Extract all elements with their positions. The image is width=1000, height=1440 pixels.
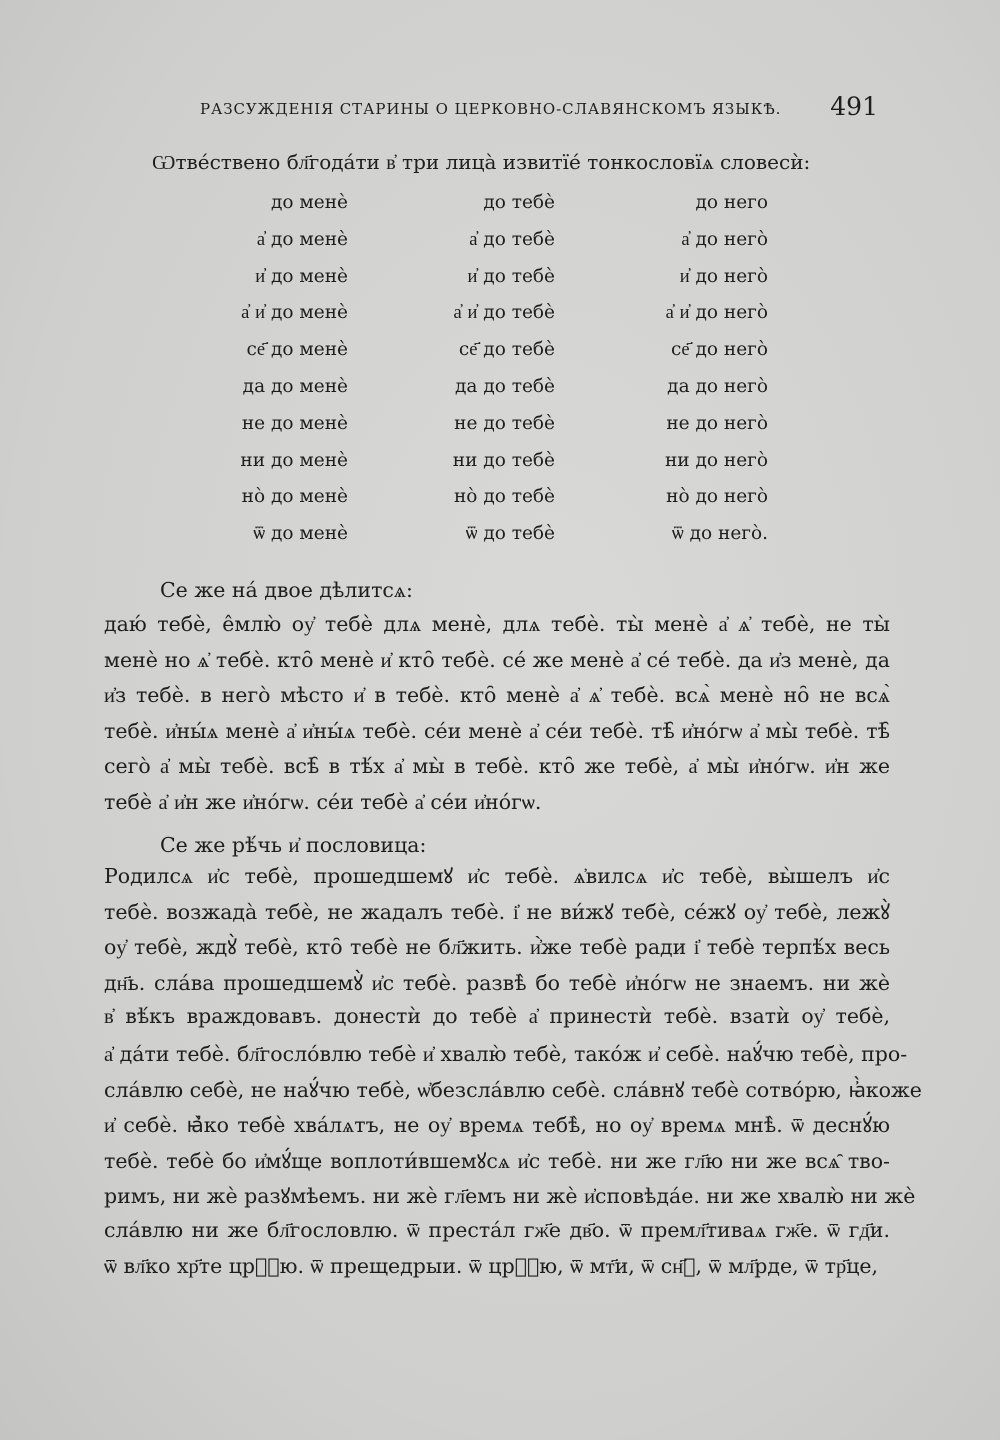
running-title: РАЗСУЖДЕНІЯ СТАРИНЫ О ЦЕРКОВНО-СЛАВЯНСКОМЪ ЯЗЫКѢ. bbox=[200, 100, 782, 118]
text-line: сего̀ а҆ мы̀ тебѐ. всѣ̑ в тѣ́х а҆ мы̀ в тебѐ. кто̑ же тебѐ, а҆ мы̀ и҆но́гѡ. и҆н же bbox=[104, 754, 890, 778]
table-cell: ни до тебѐ bbox=[452, 449, 555, 471]
text-line: в҆ вѣ́къ враждовавъ. донестѝ до тебѐ а҆ принестѝ тебѐ. взатѝ оу҆ тебѐ, bbox=[104, 1004, 890, 1029]
text-line: тебѐ а҆ и҆н же и҆но́гѡ. се́и тебѐ а҆ се́и и҆но́гѡ. bbox=[104, 789, 542, 814]
table-cell: да до него̀ bbox=[667, 376, 768, 397]
text-line: сла́влю себѐ, не наꙋ́чю тебѐ, ѡ҆безсла́влю себѐ. сла́внꙋ тебѐ сотво́рю, ꙗ҆̀коже bbox=[104, 1077, 922, 1102]
page-number: 491 bbox=[830, 92, 878, 121]
table-cell: но̀ до тебѐ bbox=[453, 486, 555, 508]
table-cell: а҆ и҆ до него̀ bbox=[665, 302, 768, 324]
text-line: а҆ да́ти тебѐ. бл҃госло́влю тебѐ и҆ хвалю̀ тебѐ, тако́ж и҆ себѐ. наꙋ́чю тебѐ, про- bbox=[104, 1042, 908, 1066]
page-header bbox=[200, 92, 900, 122]
table-cell: не до менѐ bbox=[241, 412, 348, 434]
table-cell: а҆ до него̀ bbox=[681, 228, 768, 250]
table-cell: и҆ до менѐ bbox=[255, 265, 348, 287]
table-cell: не до него̀ bbox=[666, 412, 768, 434]
table-cell: да до менѐ bbox=[242, 376, 348, 397]
table-cell: ѿ до него̀. bbox=[672, 523, 768, 545]
table-cell: но̀ до него̀ bbox=[666, 486, 768, 508]
text-line: менѐ но ѧ҆ тебѐ. кто̑ менѐ и҆ кто̑ тебѐ. се́ же менѐ а҆ се́ тебѐ. да и҆з менѐ, да bbox=[104, 647, 890, 672]
table-cell: а҆ до менѐ bbox=[256, 228, 348, 250]
section-label-division: Се же на́ двое дѣлитсѧ: bbox=[160, 578, 413, 602]
text-line: оу҆ тебѐ, ждꙋ̀ тебѐ, кто̑ тебѐ не бл҃жить. и҆̀же тебѐ ради і҆ тебѐ терпѣ́х весь bbox=[104, 935, 890, 960]
table-row bbox=[0, 229, 1000, 259]
table-row bbox=[0, 339, 1000, 369]
text-line: римъ, ни жѐ разꙋмѣемъ. ни жѐ гл҃емъ ни жѐ и҆сповѣда́е. ни же хвалю̀ ни жѐ bbox=[104, 1184, 916, 1209]
text-line: и҆з тебѐ. в него̀ мѣсто и҆ в тебѐ. кто̑ менѐ а҆ ѧ҆ тебѐ. всѧ̀ менѐ но̑ не всѧ̀ bbox=[104, 683, 890, 707]
table-row bbox=[0, 450, 1000, 480]
text-line: дн҃ь. сла́ва прошедшемꙋ̀ и҆с тебѐ. развѣ̀ бо тебѐ и҆но́гѡ не знаемъ. ни жѐ bbox=[104, 970, 890, 995]
table-cell: и҆ до него̀ bbox=[679, 265, 768, 287]
table-cell: ни до него̀ bbox=[664, 449, 768, 471]
text-line: тебѐ. и҆ны́ѧ менѐ а҆ и҆ны́ѧ тебѐ. се́и менѐ а҆ се́и тебѐ. тѣ̑ и҆но́гѡ а҆ мы̀ тебѐ. тѣ̑ bbox=[104, 718, 890, 743]
text-line: ѿ вл҃ко хр҃те црⷭ҇ю. ѿ прещедрыи. ѿ црⷭ҇ю, ѿ мт҃и, ѿ сн҃ꙋ, ѿ мл҃рде, ѿ тр҃це, bbox=[104, 1253, 879, 1278]
text-line: Родилсѧ и҆с тебѐ, прошедшемꙋ и҆с тебѐ. ѧ҆вилсѧ и҆с тебѐ, вы̀шелъ и҆с bbox=[104, 864, 890, 888]
table-cell: се҃ до тебѐ bbox=[458, 339, 555, 361]
table-cell: но̀ до менѐ bbox=[241, 486, 348, 508]
table-row bbox=[0, 523, 1000, 553]
table-cell: не до тебѐ bbox=[454, 412, 555, 434]
table-cell: до менѐ bbox=[270, 192, 348, 213]
text-line: сла́влю ни же бл҃гословлю. ѿ преста́л гж҃е дв҃о. ѿ премл҃тиваѧ гж҃е. ѿ гд҃и. bbox=[104, 1218, 890, 1242]
text-line: даю́ тебѐ, е̂млю̀ оу҆ тебѐ длѧ менѐ, длѧ тебѐ. ты̀ менѐ а҆ ѧ҆ тебѐ, не ты̀ bbox=[104, 612, 890, 636]
table-cell: ѿ до менѐ bbox=[253, 523, 348, 545]
table-cell: да до тебѐ bbox=[455, 376, 555, 397]
table-row bbox=[0, 413, 1000, 443]
table-cell: а҆ и҆ до менѐ bbox=[241, 302, 348, 324]
section-label-proverb: Се же рѣ́чь и҆ пословица: bbox=[160, 833, 427, 857]
table-row bbox=[0, 376, 1000, 406]
table-cell: ѿ до тебѐ bbox=[465, 523, 555, 545]
table-cell: до него bbox=[695, 192, 768, 213]
text-line: тебѐ. возжада̀ тебѐ, не жадалъ тебѐ. і҆ не ви́жꙋ тебѐ, се́жꙋ оу҆ тебѐ, лежꙋ̀ bbox=[104, 899, 890, 924]
table-row bbox=[0, 302, 1000, 332]
table-cell: ни до менѐ bbox=[240, 449, 348, 471]
table-cell: а҆ и҆ до тебѐ bbox=[453, 302, 555, 324]
text-line: тебѐ. тебѐ бо и҆мꙋ́ще воплоти́вшемꙋсѧ и҆с тебѐ. ни же гл҃ю ни же всѧ̑ тво- bbox=[104, 1148, 890, 1173]
table-row bbox=[0, 266, 1000, 296]
table-cell: а҆ до тебѐ bbox=[469, 228, 555, 250]
table-cell: и҆ до тебѐ bbox=[467, 265, 555, 287]
table-row bbox=[0, 192, 1000, 222]
table-cell: се҃ до него̀ bbox=[671, 339, 768, 361]
text-line: и҆ себѐ. ꙗ҆̀ко тебѐ хва́лѧтъ, не оу҆ времѧ тебѣ̀, но оу҆ времѧ мнѣ̀. ѿ деснꙋ́ю bbox=[104, 1113, 890, 1138]
table-cell: до тебѐ bbox=[483, 192, 555, 213]
table-cell: се҃ до менѐ bbox=[246, 339, 348, 361]
table-row bbox=[0, 486, 1000, 516]
intro-line: Ѡтве́ствено бл҃года́ти в҆ три лица̀ извитїе́ тонкословїѧ словесѝ: bbox=[152, 150, 811, 174]
